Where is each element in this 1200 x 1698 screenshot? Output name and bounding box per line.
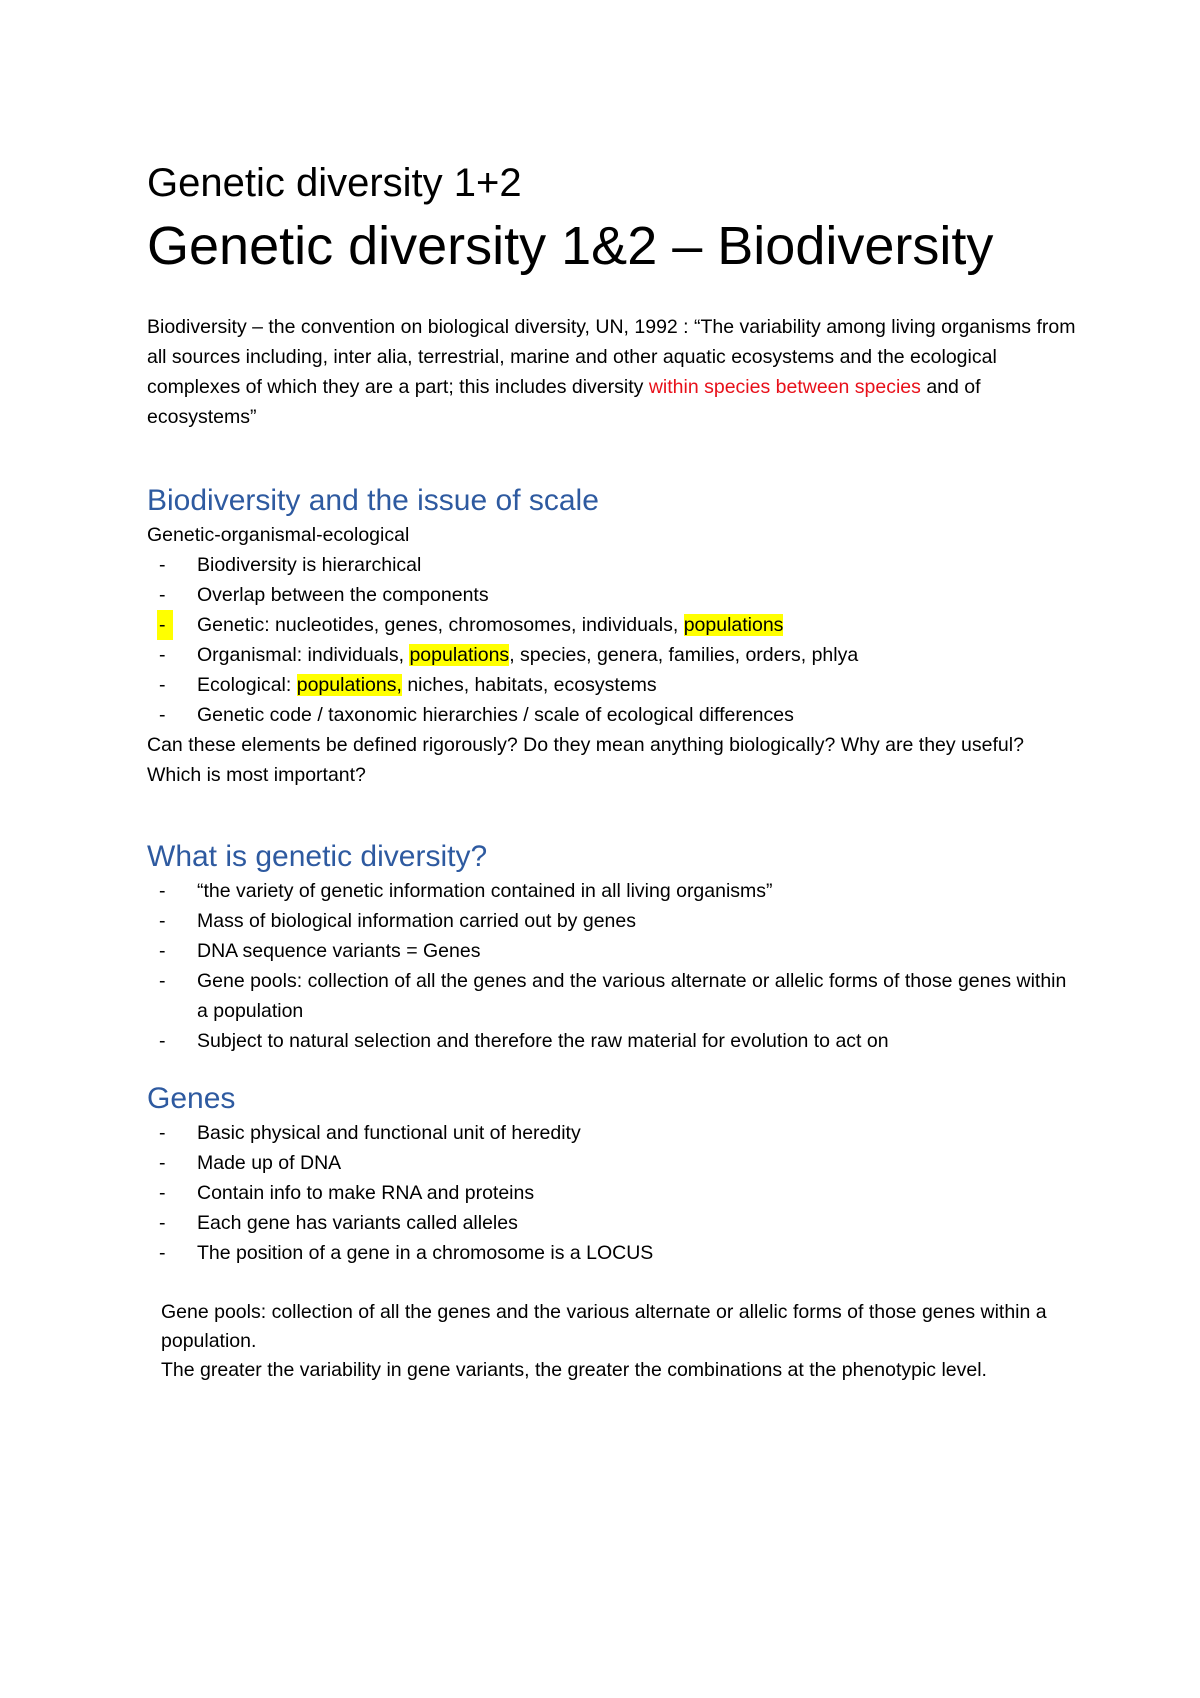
list-item: - Made up of DNA xyxy=(159,1152,342,1174)
list-item: - “the variety of genetic information contained in all living organisms” xyxy=(159,880,773,902)
list-item: - Overlap between the components xyxy=(159,584,489,606)
question-paragraph: Can these elements be defined rigorously? Do they mean anything biologically? Why are they useful? Which is most important? xyxy=(147,734,1024,786)
highlighted-dash: - xyxy=(157,610,173,640)
document-title: Genetic diversity 1+2 xyxy=(147,161,522,205)
section-heading-scale: Biodiversity and the issue of scale xyxy=(147,484,599,517)
gene-pool-paragraph: Gene pools: collection of all the genes and the various alternate or allelic forms of those genes within a population. xyxy=(161,1301,1047,1352)
document-heading: Genetic diversity 1&2 – Biodiversity xyxy=(147,216,994,276)
highlight-populations: populations, xyxy=(296,674,402,696)
scale-bullet-list xyxy=(147,550,1077,730)
genetic-diversity-bullet-list xyxy=(147,876,1077,1056)
variability-paragraph: The greater the variability in gene variants, the greater the combinations at the phenotypic level. xyxy=(161,1359,987,1381)
list-item: - DNA sequence variants = Genes xyxy=(159,940,481,962)
section-subtitle: Genetic-organismal-ecological xyxy=(147,524,410,546)
highlight-populations: populations xyxy=(683,614,784,636)
section-heading-genetic-diversity: What is genetic diversity? xyxy=(147,840,488,873)
intro-paragraph xyxy=(147,312,1077,432)
list-item: - Each gene has variants called alleles xyxy=(159,1212,518,1234)
intro-text: Biodiversity – the convention on biological diversity, UN, 1992 : “The variability among living organisms from all sources including, inter alia, terrestrial, marine and other aquatic ecosystems and the ecological complexes of which they are a part; this includes diversity xyxy=(147,316,1076,398)
intro-text-end: and of ecosystems” xyxy=(147,376,981,428)
list-item: - Organismal: individuals, populations, species, genera, families, orders, phlya xyxy=(159,644,859,666)
list-item: - Ecological: populations, niches, habitats, ecosystems xyxy=(159,674,657,696)
list-item: - Mass of biological information carried out by genes xyxy=(159,910,636,932)
highlight-populations: populations xyxy=(409,644,510,666)
genes-bullet-list xyxy=(147,1118,1077,1268)
list-item: - Biodiversity is hierarchical xyxy=(159,554,422,576)
section-heading-genes: Genes xyxy=(147,1082,236,1115)
list-item: - Contain info to make RNA and proteins xyxy=(159,1182,535,1204)
list-item: - Subject to natural selection and therefore the raw material for evolution to act on xyxy=(159,1030,889,1052)
list-item: - Genetic: nucleotides, genes, chromosomes, individuals, populations xyxy=(147,610,1077,640)
gene-pool-notes xyxy=(161,1298,1077,1385)
list-item: - Basic physical and functional unit of heredity xyxy=(159,1122,581,1144)
list-item: - Genetic code / taxonomic hierarchies / scale of ecological differences xyxy=(159,704,794,726)
list-item: - The position of a gene in a chromosome is a LOCUS xyxy=(159,1242,654,1264)
intro-red-text: within species between species xyxy=(648,376,921,398)
list-item: - Gene pools: collection of all the genes and the various alternate or allelic forms of those genes within a population xyxy=(159,970,1067,1022)
document-body xyxy=(147,158,1077,1385)
